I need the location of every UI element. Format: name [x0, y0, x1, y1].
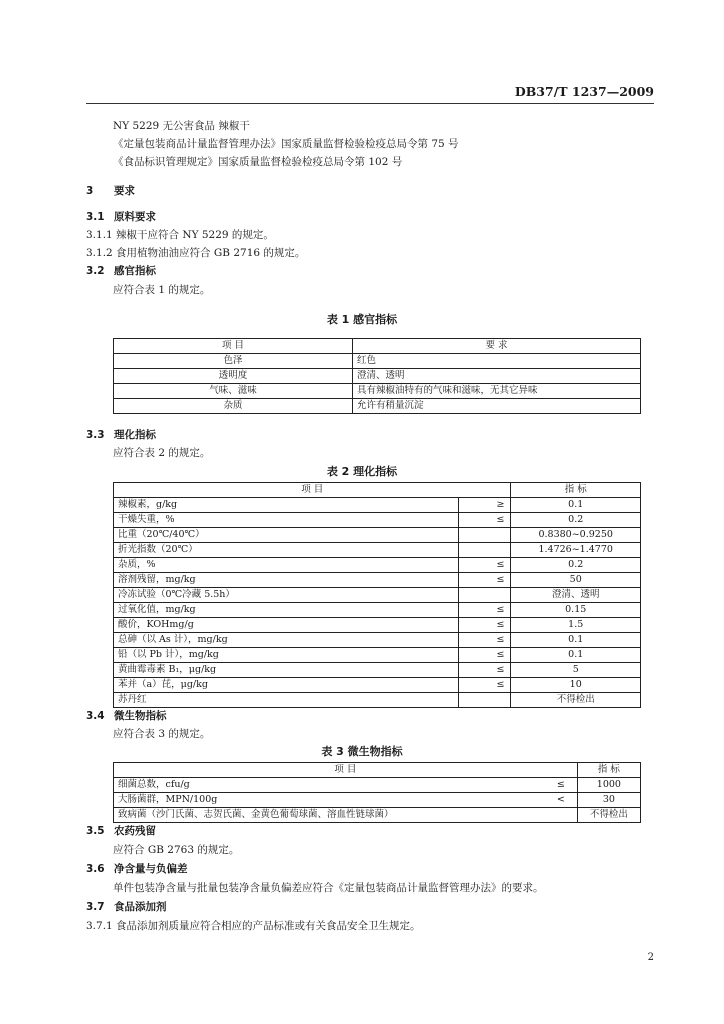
section-3-6-heading: 3.6 净含量与负偏差	[86, 863, 188, 875]
table-cell: ≤	[459, 573, 511, 588]
table-row	[114, 369, 641, 384]
column-header-index: 指 标	[577, 763, 640, 778]
table-cell: 0.1	[511, 648, 641, 663]
section-3-3-heading: 3.3 理化指标	[86, 429, 156, 441]
header-rule	[86, 103, 654, 104]
standard-number: DB37/T 1237—2009	[514, 84, 654, 99]
sensory-table	[113, 338, 641, 414]
table-row	[114, 793, 641, 808]
table-cell: 杂质，%	[114, 558, 459, 573]
table-cell: ≤	[459, 633, 511, 648]
reference-labeling-regulation: 《食品标识管理规定》国家质量监督检验检疫总局令第 102 号	[113, 156, 403, 168]
table-cell: ≤	[540, 778, 577, 793]
table-cell: 1000	[577, 778, 640, 793]
column-header-requirement: 要 求	[353, 339, 641, 354]
table-cell: 苯并（a）芘，μg/kg	[114, 678, 459, 693]
table-cell: 1.4726~1.4770	[511, 543, 641, 558]
table-cell: 色泽	[114, 354, 353, 369]
table-cell: 30	[577, 793, 640, 808]
physicochemical-table	[113, 482, 641, 708]
section-3-4-text: 应符合表 3 的规定。	[113, 728, 211, 740]
table-row	[114, 384, 641, 399]
page-number: 2	[647, 952, 654, 963]
table-row	[114, 663, 641, 678]
table-cell: 气味、滋味	[114, 384, 353, 399]
table-cell: ≤	[459, 603, 511, 618]
section-3-heading: 3 要求	[86, 185, 135, 197]
table-cell: 过氧化值，mg/kg	[114, 603, 459, 618]
section-3-2-heading: 3.2 感官指标	[86, 265, 156, 277]
table-row	[114, 618, 641, 633]
table-row	[114, 808, 641, 823]
table-row	[114, 498, 641, 513]
table-header-row	[114, 763, 641, 778]
table-row	[114, 693, 641, 708]
table-header-row	[114, 339, 641, 354]
section-3-6-text: 单件包装净含量与批量包装净含量负偏差应符合《定量包装商品计量监督管理办法》的要求。	[113, 882, 544, 894]
section-3-7-heading: 3.7 食品添加剂	[86, 901, 167, 913]
table-row	[114, 573, 641, 588]
table-cell: 1.5	[511, 618, 641, 633]
table-row	[114, 678, 641, 693]
table-cell: ≤	[459, 678, 511, 693]
section-3-2-text: 应符合表 1 的规定。	[113, 284, 211, 296]
clause-3-1-1: 3.1.1 辣椒干应符合 NY 5229 的规定。	[86, 229, 274, 241]
table-cell: 具有辣椒油特有的气味和滋味，无其它异味	[353, 384, 641, 399]
table-cell: 澄清、透明	[353, 369, 641, 384]
table-cell	[459, 693, 511, 708]
table-row	[114, 633, 641, 648]
table-row	[114, 558, 641, 573]
microbiological-table	[113, 762, 641, 823]
table-header-row	[114, 483, 641, 498]
table-cell: 致病菌（沙门氏菌、志贺氏菌、金黄色葡萄球菌、溶血性链球菌）	[114, 808, 541, 823]
table-cell: 不得检出	[577, 808, 640, 823]
table-cell: 0.1	[511, 633, 641, 648]
column-header-item: 项 目	[114, 483, 511, 498]
reference-ny5229: NY 5229 无公害食品 辣椒干	[113, 120, 250, 132]
table-cell: 溶剂残留，mg/kg	[114, 573, 459, 588]
clause-3-1-2: 3.1.2 食用植物油油应符合 GB 2716 的规定。	[86, 247, 306, 259]
reference-measurement-regulation: 《定量包装商品计量监督管理办法》国家质量监督检验检疫总局令第 75 号	[113, 138, 459, 150]
table-2-caption: 表 2 理化指标	[326, 465, 398, 478]
table-row	[114, 528, 641, 543]
column-header-item: 项 目	[114, 339, 353, 354]
section-3-1-heading: 3.1 原料要求	[86, 211, 156, 223]
table-cell: 0.2	[511, 513, 641, 528]
table-row	[114, 513, 641, 528]
table-cell: 苏丹红	[114, 693, 459, 708]
table-cell	[459, 528, 511, 543]
table-cell: <	[540, 793, 577, 808]
table-cell: 酸价，KOHmg/g	[114, 618, 459, 633]
column-header-index: 指 标	[511, 483, 641, 498]
table-cell: 冷冻试验（0℃冷藏 5.5h）	[114, 588, 459, 603]
section-3-5-heading: 3.5 农药残留	[86, 825, 156, 837]
table-row	[114, 543, 641, 558]
table-cell: 透明度	[114, 369, 353, 384]
table-row	[114, 399, 641, 414]
table-cell: 细菌总数，cfu/g	[114, 778, 541, 793]
table-cell	[459, 543, 511, 558]
table-row	[114, 648, 641, 663]
table-cell: 50	[511, 573, 641, 588]
table-cell: ≤	[459, 663, 511, 678]
table-cell	[540, 808, 577, 823]
table-cell: 10	[511, 678, 641, 693]
table-cell: 比重（20℃/40℃）	[114, 528, 459, 543]
table-cell: 折光指数（20℃）	[114, 543, 459, 558]
table-row	[114, 603, 641, 618]
table-cell: 0.1	[511, 498, 641, 513]
table-cell: ≤	[459, 618, 511, 633]
table-1-caption: 表 1 感官指标	[326, 313, 398, 326]
table-cell: ≤	[459, 513, 511, 528]
table-cell: 总砷（以 As 计），mg/kg	[114, 633, 459, 648]
table-cell: 黄曲霉毒素 B₁，μg/kg	[114, 663, 459, 678]
column-header-item: 项 目	[114, 763, 578, 778]
table-cell: 不得检出	[511, 693, 641, 708]
table-row	[114, 588, 641, 603]
section-3-4-heading: 3.4 微生物指标	[86, 710, 167, 722]
section-3-3-text: 应符合表 2 的规定。	[113, 447, 211, 459]
table-cell	[459, 588, 511, 603]
table-cell: ≥	[459, 498, 511, 513]
table-cell: ≤	[459, 558, 511, 573]
table-cell: ≤	[459, 648, 511, 663]
table-cell: 0.15	[511, 603, 641, 618]
table-cell: 红色	[353, 354, 641, 369]
table-cell: 辣椒素，g/kg	[114, 498, 459, 513]
table-cell: 5	[511, 663, 641, 678]
table-row	[114, 354, 641, 369]
table-row	[114, 778, 641, 793]
table-cell: 杂质	[114, 399, 353, 414]
table-cell: 0.8380~0.9250	[511, 528, 641, 543]
table-cell: 干燥失重，%	[114, 513, 459, 528]
clause-3-7-1: 3.7.1 食品添加剂质量应符合相应的产品标准或有关食品安全卫生规定。	[86, 920, 421, 932]
section-3-5-text: 应符合 GB 2763 的规定。	[113, 844, 240, 856]
table-cell: 大肠菌群，MPN/100g	[114, 793, 541, 808]
table-cell: 0.2	[511, 558, 641, 573]
table-cell: 允许有稍量沉淀	[353, 399, 641, 414]
table-3-caption: 表 3 微生物指标	[321, 745, 403, 758]
table-cell: 铅（以 Pb 计），mg/kg	[114, 648, 459, 663]
table-cell: 澄清、透明	[511, 588, 641, 603]
